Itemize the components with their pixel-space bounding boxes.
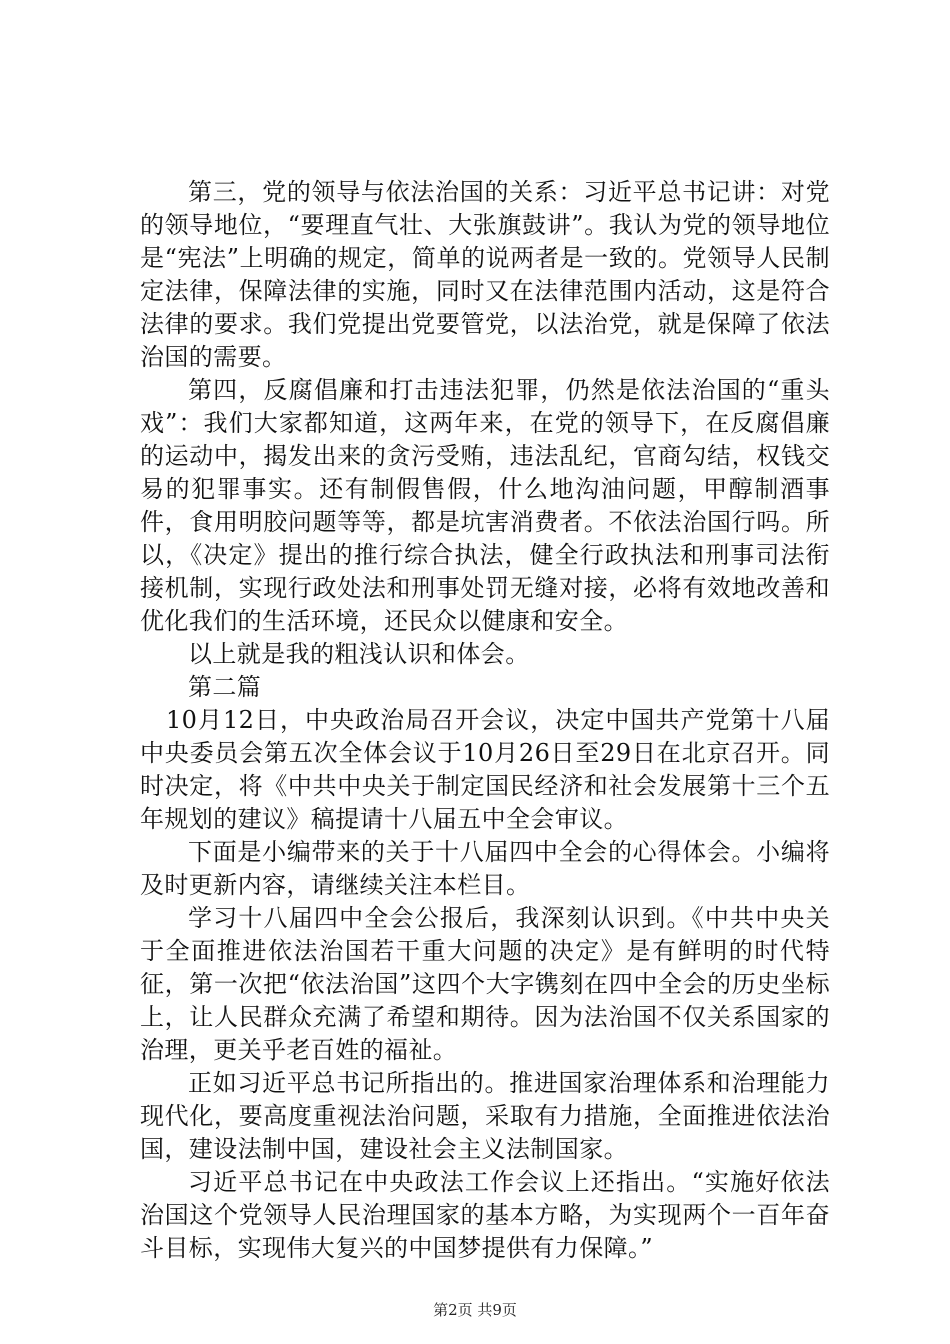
paragraph-editor-note: 下面是小编带来的关于十八届四中全会的心得体会。小编将及时更新内容，请继续关注本栏目。 — [140, 838, 830, 899]
document-body — [140, 176, 830, 1265]
page-number-footer: 第2页 共9页 — [433, 1301, 517, 1319]
paragraph-meeting-announcement: 10月12日，中央政治局召开会议，决定中国共产党第十八届中央委员会第五次全体会议于10月26日至29日在北京召开。同时决定，将《中共中央关于制定国民经济和社会发展第十三个五年规划的建议》稿提请十八届五中全会审议。 — [140, 706, 830, 833]
paragraph-anti-corruption: 第四，反腐倡廉和打击违法犯罪，仍然是依法治国的“重头戏”：我们大家都知道，这两年来，在党的领导下，在反腐倡廉的运动中，揭发出来的贪污受贿，违法乱纪，官商勾结，权钱交易的犯罪事实。还有制假售假，什么地沟油问题，甲醇制酒事件，食用明胶问题等等，都是坑害消费者。不依法治国行吗。所以，《决定》提出的推行综合执法，健全行政执法和刑事司法衔接机制，实现行政处法和刑事处罚无缝对接，必将有效地改善和优化我们的生活环境，还民众以健康和安全。 — [140, 376, 830, 635]
paragraph-modernization: 正如习近平总书记所指出的。推进国家治理体系和治理能力现代化，要高度重视法治问题，采取有力措施，全面推进依法治国，建设法制中国，建设社会主义法制国家。 — [140, 1069, 830, 1163]
section-heading: 第二篇 — [188, 673, 262, 701]
paragraph-conclusion: 以上就是我的粗浅认识和体会。 — [188, 640, 530, 668]
paragraph-party-leadership: 第三，党的领导与依法治国的关系：习近平总书记讲：对党的领导地位，“要理直气壮、大张旗鼓讲”。我认为党的领导地位是“宪法”上明确的规定，简单的说两者是一致的。党领导人民制定法律，保障法律的实施，同时又在法律范围内活动，这是符合法律的要求。我们党提出党要管党，以法治党，就是保障了依法治国的需要。 — [140, 178, 830, 371]
paragraph-quote: 习近平总书记在中央政法工作会议上还指出。“实施好依法治国这个党领导人民治理国家的基本方略，为实现两个一百年奋斗目标，实现伟大复兴的中国梦提供有力保障。” — [140, 1168, 830, 1262]
paragraph-study-reflection: 学习十八届四中全会公报后，我深刻认识到。《中共中央关于全面推进依法治国若干重大问题的决定》是有鲜明的时代特征，第一次把“依法治国”这四个大字镌刻在四中全会的历史坐标上，让人民群众充满了希望和期待。因为法治国不仅关系国家的治理，更关乎老百姓的福祉。 — [140, 904, 830, 1064]
